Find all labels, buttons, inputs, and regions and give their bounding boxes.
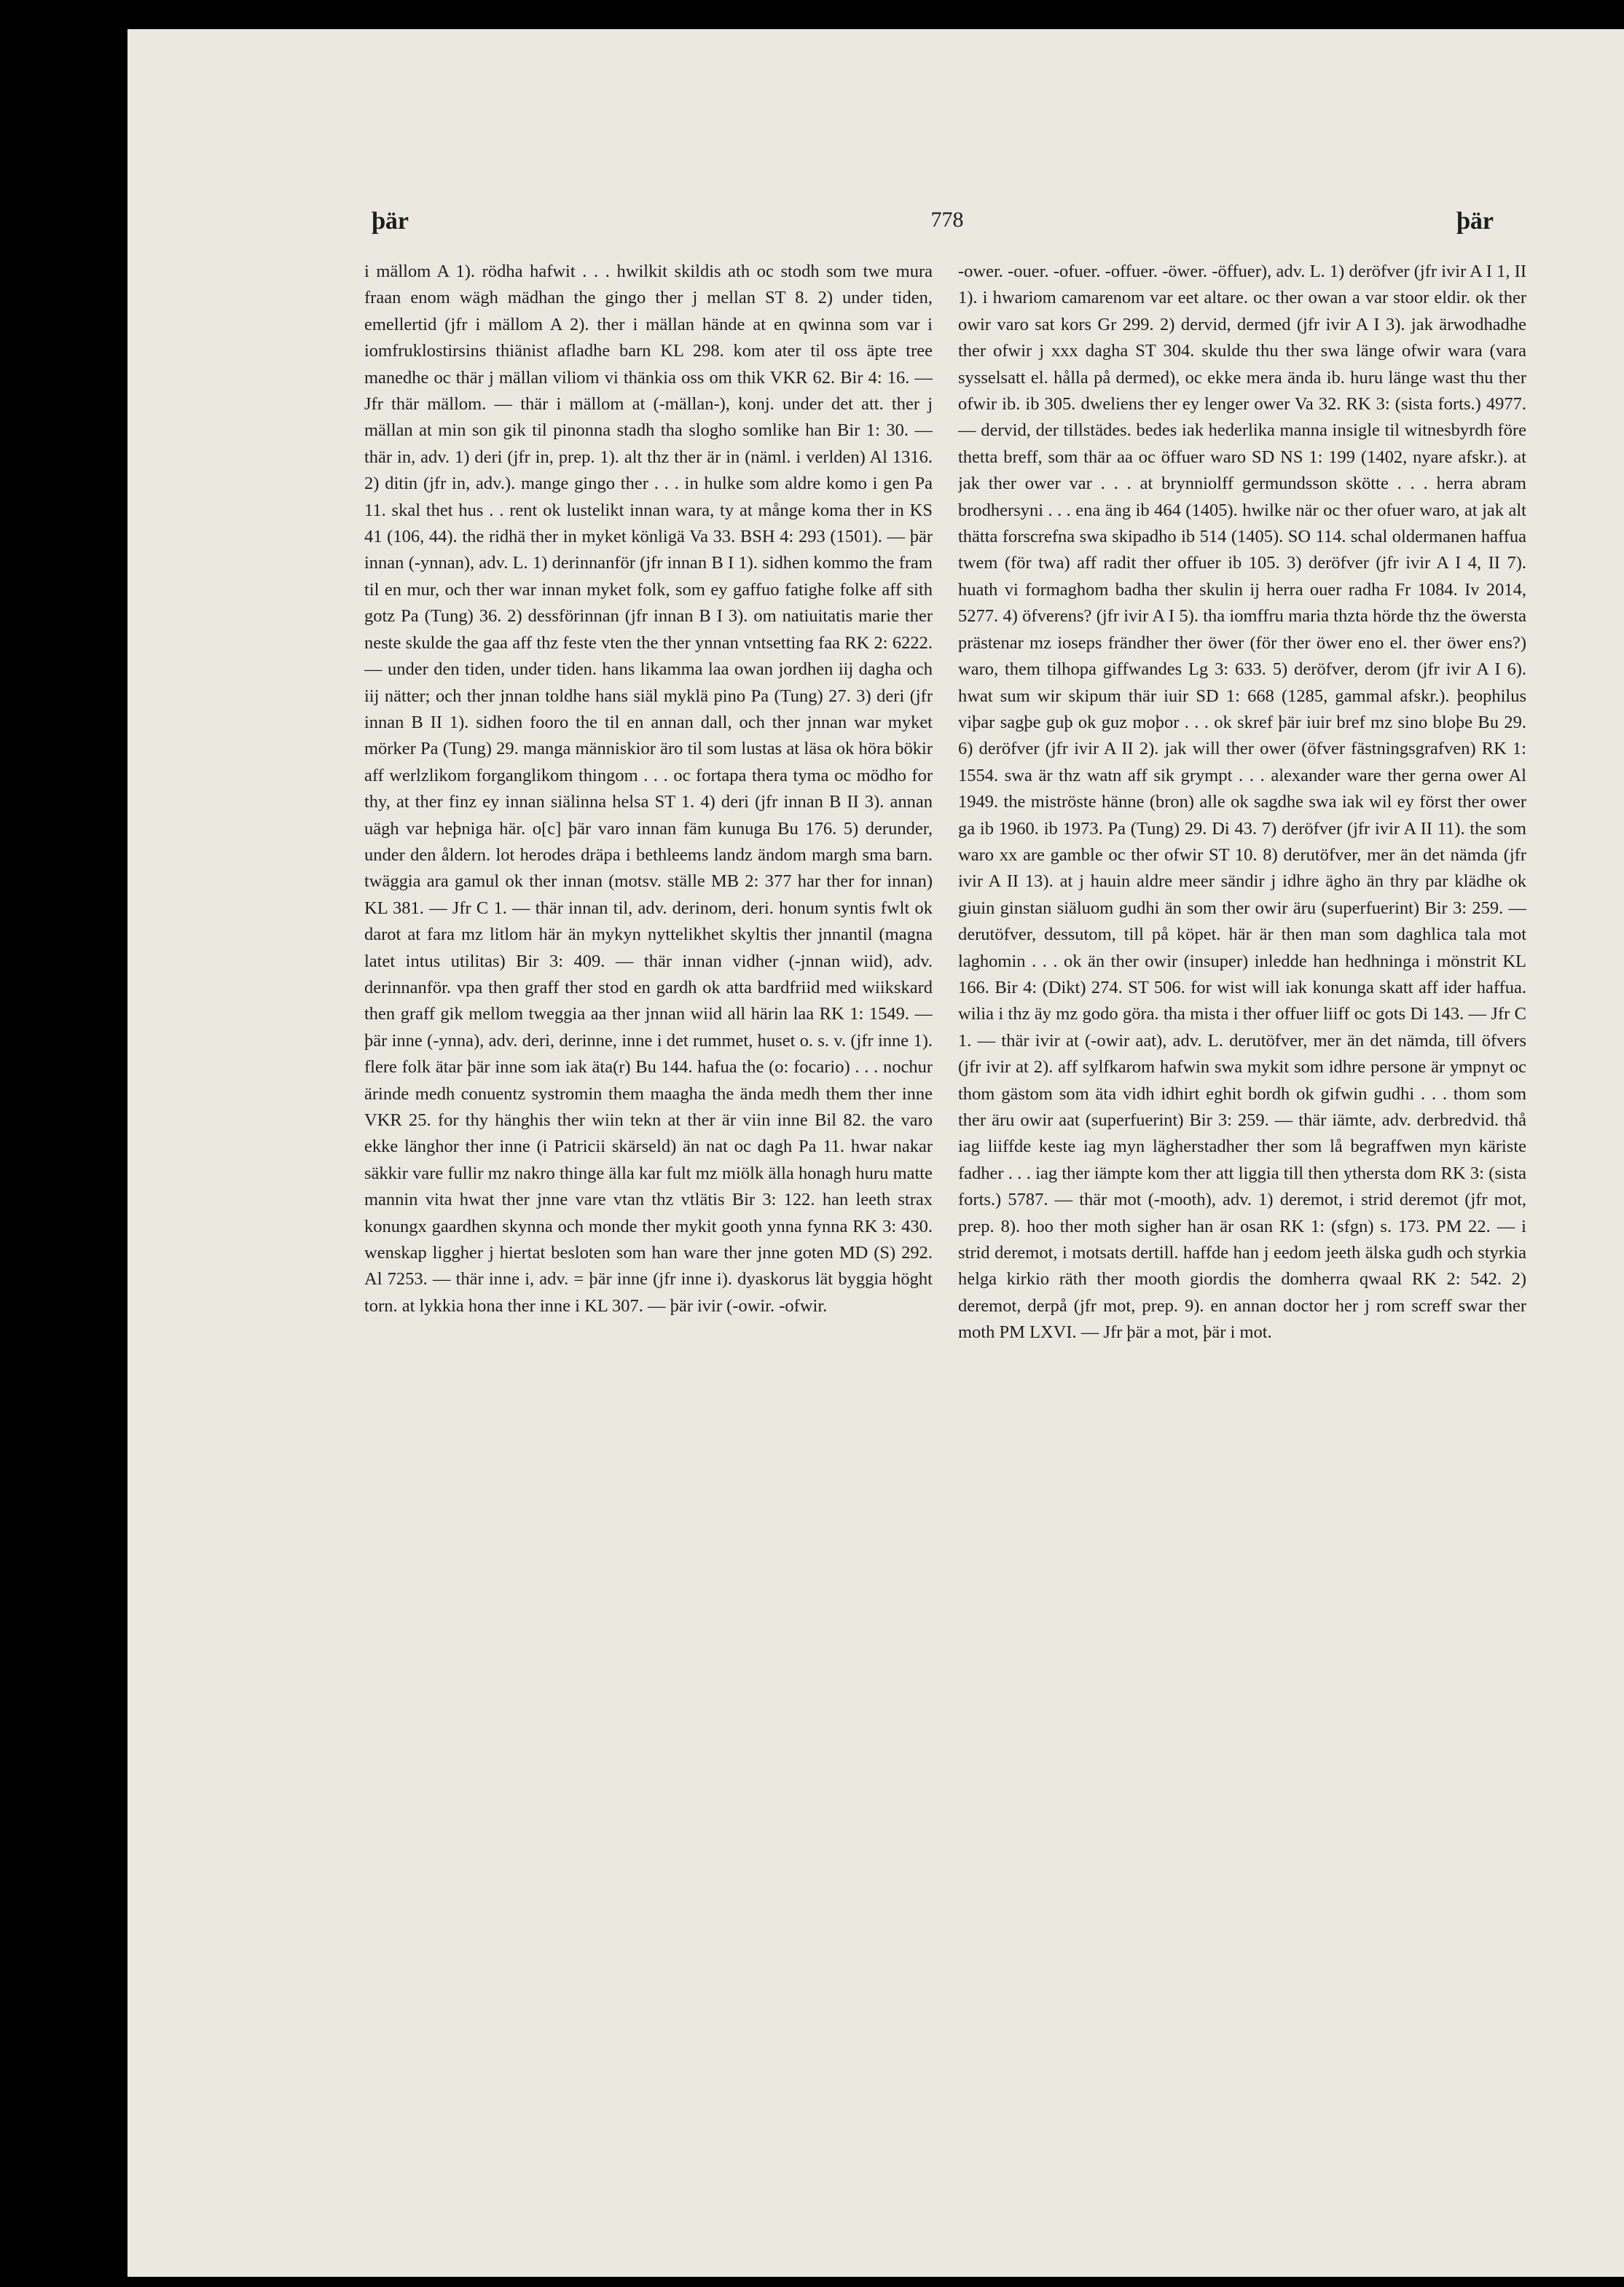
right-column-text: -ower. -ouer. -ofuer. -offuer. -öwer. -öffuer), adv. L. 1) deröfver (jfr ivir A I 1, II 1). i hwariom camarenom var eet altare. oc ther owan a var stoor eldir. ok ther owir varo sat kors Gr 299. 2) dervid, dermed (jfr ivir A I 3). jak ärwodhadhe ther ofwir j xxx dagha ST 304. skulde thu ther swa länge ofwir wara (vara sysselsatt el. hålla på dermed), oc ekke mera ända ib. huru länge wast thu ther ofwir ib. ib 305. dweliens ther ey lenger ower Va 32. RK 3: (sista forts.) 4977. — dervid, der tillstädes. bedes iak hederlika manna insigle til witnesbyrdh före thetta breff, som thär aa oc öffuer waro SD NS 1: 199 (1402, nyare afskr.). at jak ther ower var . . . at brynniolff germundsson skötte . . . herra abram brodhersyni . . . ena äng ib 464 (1405). hwilke när oc ther ofuer waro, at jak alt thätta forscrefna swa skipadho ib 514 (1405). SO 114. schal oldermanen haffua twem (för twa) aff radit ther offuer ib 105. 3) deröfver (jfr ivir A I 4, II 7). huath vi formaghom badha ther skulin ij herra ouer radha Fr 1084. Iv 2014, 5277. 4) öfverens? (jfr ivir A I 5). tha iomffru maria thzta hörde thz the öwersta prästenar mz ioseps frändher ther öwer (för ther öwer eno el. ther öwer ens?) waro, them tilhopa giffwandes Lg 3: 633. 5) deröfver, derom (jfr ivir A I 6). hwat sum wir skipum thär iuir SD 1: 668 (1285, gammal afskr.). þeophilus viþar sagþe guþ ok guz moþor . . . ok skref þär iuir bref mz sino bloþe Bu 29. 6) deröfver (jfr ivir A II 2). jak will ther ower (öfver fästningsgrafven) RK 1: 1554. swa är thz watn aff sik grympt . . . alexander ware ther gerna ower Al 1949. the miströste hänne (bron) alle ok sagdhe swa iak wil ey först ther ower ga ib 1960. ib 1973. Pa (Tung) 29. Di 43. 7) deröfver (jfr ivir A II 11). the som waro xx are gamble oc ther ofwir ST 10. 8) derutöfver, mer än det nämda (jfr ivir A II 13). at j hauin aldre meer sändir j idhre ägho än thry par klädhe ok giuin ginstan siäluom gudhi än som ther owir äru (superfuerint) Bir 3: 259. — derutöfver, dessutom, till på köpet. här är then man som daghlica tala mot laghomin . . . ok än ther owir (insuper) inledde han hedhninga i mönstrit KL 166. Bir 4: (Dikt) 274. ST 506. for wist will iak konunga skatt aff ider haffua. wilia i thz äy mz godo göra. tha mista i ther offuer liiff oc gots Di 143. — Jfr C 1. — thär ivir at (-owir aat), adv. L. derutöfver, mer än det nämda, till öfvers (jfr ivir at 2). aff sylfkarom hafwin swa mykit som idhre persone är ympnyt oc thom gästom som äta vidh idhirt eghit bordh ok gifwin gudhi . . . thom som ther äru owir aat (superfuerint) Bir 3: 259. — thär iämte, adv. derbredvid. thå iag liiffde keste iag myn lägherstadher ther som lå begraffwen myn käriste fadher . . . iag ther iämpte kom ther att liggia till then ythersta dom RK 3: (sista forts.) 5787. — thär mot (-mooth), adv. 1) deremot, i strid deremot (jfr mot, prep. 8). hoo ther moth sigher han är osan RK 1: (sfgn) s. 173. PM 22. — i strid deremot, i motsats dertill. haffde han j eedom jeeth älska gudh och styrkia helga kirkio räth ther mooth giordis the domherra qwaal RK 2: 542. 2) deremot, derpå (jfr mot, prep. 9). en annan doctor her j rom screff swar ther moth PM LXVI. — Jfr þär a mot, þär i mot.: [958, 262, 1526, 1343]
running-head-right: þär: [1456, 208, 1494, 235]
left-column: [364, 259, 933, 2109]
left-column-text: i mällom A 1). rödha hafwit . . . hwilkit skildis ath oc stodh som twe mura fraan enom wägh mädhan the gingo ther j mellan ST 8. 2) under tiden, emellertid (jfr i mällom A 2). ther i mällan hände at en qwinna som var i iomfruklostirsins thiänist afladhe barn KL 298. kom ater til oss äpte tree manedhe oc thär j mällan viliom vi thänkia oss om thik VKR 62. Bir 4: 16. — Jfr thär mällom. — thär i mällom at (-mällan-), konj. under det att. ther j mällan at min son gik til pinonna stadh tha slogho somlike han Bir 1: 30. — thär in, adv. 1) deri (jfr in, prep. 1). alt thz ther är in (näml. i verlden) Al 1316. 2) ditin (jfr in, adv.). mange gingo ther . . . in hulke som aldre komo i gen Pa 11. skal thet hus . . rent ok lustelikt innan wara, ty at månge koma ther in KS 41 (106, 44). the ridhä ther in myket könligä Va 33. BSH 4: 293 (1501). — þär innan (-ynnan), adv. L. 1) derinnanför (jfr innan B I 1). sidhen kommo the fram til en mur, och ther war innan myket folk, som ey gaffuo fatighe folke aff sith gotz Pa (Tung) 36. 2) dessförinnan (jfr innan B I 3). om natiuitatis marie ther neste skulde the gaa aff thz feste vten the ther ynnan vntsetting faa RK 2: 6222. — under den tiden, under tiden. hans likamma laa owan jordhen iij dagha och iij nätter; och ther jnnan toldhe hans siäl myklä pino Pa (Tung) 27. 3) deri (jfr innan B II 1). sidhen fooro the til en annan dall, och ther jnnan war myket mörker Pa (Tung) 29. manga människior äro til som lustas at läsa ok höra bökir aff werlzlikom forganglikom thingom . . . oc fortapa thera tyma oc mödho for thy, at ther finz ey innan siälinna helsa ST 1. 4) deri (jfr innan B II 3). annan uägh var heþniga här. o[c] þär varo innan fäm kunuga Bu 176. 5) derunder, under den åldern. lot herodes dräpa i bethleems landz ändom margh sma barn. twäggia ara gamul ok ther innan (motsv. ställe MB 2: 377 har ther for innan) KL 381. — Jfr C 1. — thär innan til, adv. derinom, deri. honum syntis fwlt ok darot at fara mz litlom här än mykyn nyttelikhet skyltis ther jnnantil (magna latet intus utilitas) Bir 3: 409. — thär innan vidher (-jnnan wiid), adv. derinnanför. vpa then graff ther stod en gardh ok atta bardfriid med wiikskard then graff gik mellom tweggia aa ther jnnan wiid all härin laa RK 1: 1549. — þär inne (-ynna), adv. deri, derinne, inne i det rummet, huset o. s. v. (jfr inne 1). flere folk ätar þär inne som iak äta(r) Bu 144. hafua the (o: focario) . . . nochur ärinde medh conuentz systromin them maagha the ända medh them ther inne VKR 25. for thy hänghis ther wiin tekn at ther är viin inne Bil 82. the varo ekke länghor ther inne (i Patricii skärseld) än nat oc dagh Pa 11. hwar nakar säkkir vare fullir mz nakro thinge älla kar fult mz miölk älla honagh huru matte mannin vita hwat ther jnne vare vtan thz vtlätis Bir 3: 122. han leeth strax konungx gaardhen skynna och monde ther mykit gooth ynna fynna RK 3: 430. wenskap liggher j hiertat besloten som han ware ther jnne goten MD (S) 292. Al 7253. — thär inne i, adv. = þär inne (jfr inne i). dyaskorus lät byggia höght torn. at lykkia hona ther inne i KL 307. — þär ivir (-owir. -ofwir.: [364, 262, 933, 1316]
dictionary-page: [364, 208, 1530, 2117]
running-head-left: þär: [372, 208, 409, 235]
right-column: [958, 259, 1526, 2109]
page-number: 778: [930, 208, 964, 232]
